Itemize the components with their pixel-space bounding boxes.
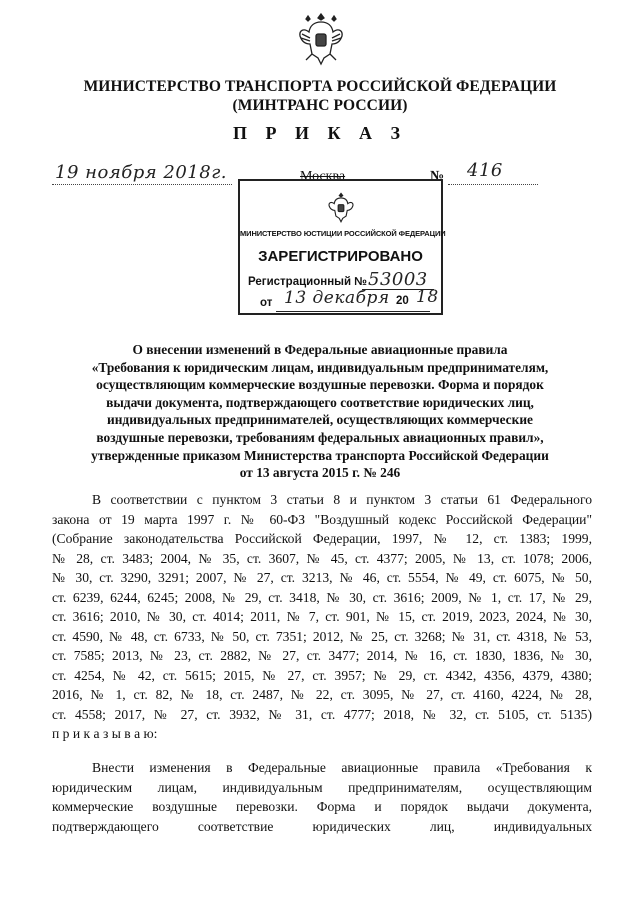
text-line: ст. 4254, № 42, ст. 5615; 2015, № 27, ст. 3957; № 29, ст. 4342, 4356, 4379, 4380; (52, 667, 592, 683)
stamp-date-handwritten: 13 декабря (284, 288, 390, 308)
ministry-name: МИНИСТЕРСТВО ТРАНСПОРТА РОССИЙСКОЙ ФЕДЕРАЦИИ (83, 78, 557, 95)
order-title (60, 341, 580, 482)
title-line: индивидуальных предпринимателей, осуществляющих коммерческие (106, 412, 533, 428)
title-line: О внесении изменений в Федеральные авиационные правила (132, 342, 508, 357)
title-line: от 13 августа 2015 г. № 246 (239, 465, 401, 481)
title-line: осуществляющим коммерческие воздушные перевозки. Форма и порядок (96, 377, 544, 393)
order-number-handwritten: 416 (467, 160, 503, 181)
stamp-year-handwritten: 18 (416, 287, 439, 307)
preamble-paragraph (52, 490, 592, 744)
text-line: № 30, ст. 3290, 3291; 2007, № 27, ст. 3213, № 46, ст. 5554, № 49, ст. 6075, № 50, (52, 570, 592, 585)
stamp-regnum-handwritten: 53003 (368, 269, 428, 290)
document-type: П Р И К А З (232, 123, 408, 143)
order-date-handwritten: 19 ноября 2018г. (55, 162, 228, 183)
text-line: ст. 7585; 2013, № 23, ст. 2882, № 27, ст. 3477; 2014, № 16, ст. 1830, 1836, № 30, (52, 648, 592, 663)
text-line: ст. 4558; 2017, № 27, ст. 3932, № 31, ст. 4777; 2018, № 32, ст. 5105, ст. 5135) (52, 706, 592, 722)
registration-stamp (238, 179, 446, 315)
stamp-regnum-label: Регистрационный № (248, 276, 368, 288)
text-line: ст. 3616; 2010, № 30, ст. 4014; 2011, № 7, ст. 901, № 15, ст. 2019, 2023, 2024, № 30, (52, 609, 592, 624)
state-emblem-icon (296, 8, 346, 68)
text-line: В соответствии с пунктом 3 статьи 8 и пунктом 3 статьи 61 Федерального (92, 492, 592, 507)
order-directive: п р и к а з ы в а ю: (52, 726, 158, 741)
amendment-paragraph (52, 758, 592, 836)
number-underline (448, 184, 538, 185)
text-line: ст. 6239, 6244, 6245; 2008, № 29, ст. 3418, № 30, ст. 3616; 2009, № 1, ст. 17, № 29, (52, 589, 592, 605)
stamp-date-underline (276, 311, 430, 312)
title-line: выдачи документа, подтверждающего соответствие юридических лиц, (106, 394, 534, 410)
text-line: Внести изменения в Федеральные авиационные правила «Требования к (92, 760, 592, 775)
stamp-registered-label: ЗАРЕГИСТРИРОВАНО (258, 248, 423, 265)
title-line: «Требования к юридическим лицам, индивидуальным предпринимателям, (91, 359, 549, 375)
text-line: № 28, ст. 3483; 2004, № 35, ст. 3607, № 45, ст. 4377; 2005, № 13, ст. 1078; 2006, (52, 550, 592, 566)
city-name: Москва (300, 169, 346, 184)
text-line: 2016, № 1, ст. 82, № 18, ст. 2487, № 22, ст. 3095, № 27, ст. 4160, 4224, № 28, (52, 687, 592, 702)
text-line: (Собрание законодательства Российской Федерации, 1997, № 12, ст. 1383; 1999, (52, 531, 592, 546)
stamp-ministry-name: МИНИСТЕРСТВО ЮСТИЦИИ РОССИЙСКОЙ ФЕДЕРАЦИИ (240, 229, 446, 238)
text-line: подтверждающего соответствие юридических лиц, индивидуальных (52, 818, 592, 834)
text-line: закона от 19 марта 1997 г. № 60-ФЗ "Воздушный кодекс Российской Федерации" (52, 511, 592, 527)
stamp-emblem-icon (326, 190, 356, 224)
title-line: утвержденные приказом Министерства транспорта Российской Федерации (91, 447, 549, 463)
date-underline (52, 184, 232, 185)
text-line: юридическим лицам, индивидуальным предпринимателям, осуществляющим (52, 779, 592, 795)
text-line: коммерческие воздушные перевозки. Форма и порядок выдачи документа, (52, 799, 592, 814)
title-line: воздушные перевозки, требованиям федеральных авиационных правил», (96, 429, 544, 445)
number-sign: № (430, 169, 445, 184)
text-line: ст. 4590, № 48, ст. 6733, № 50, ст. 7351; 2012, № 25, ст. 3268; № 31, ст. 4318, № 53, (52, 628, 592, 644)
stamp-year-prefix: 20 (396, 295, 409, 307)
ministry-abbreviation: (МИНТРАНС РОССИИ) (232, 97, 408, 114)
stamp-date-prefix: от (260, 297, 273, 309)
